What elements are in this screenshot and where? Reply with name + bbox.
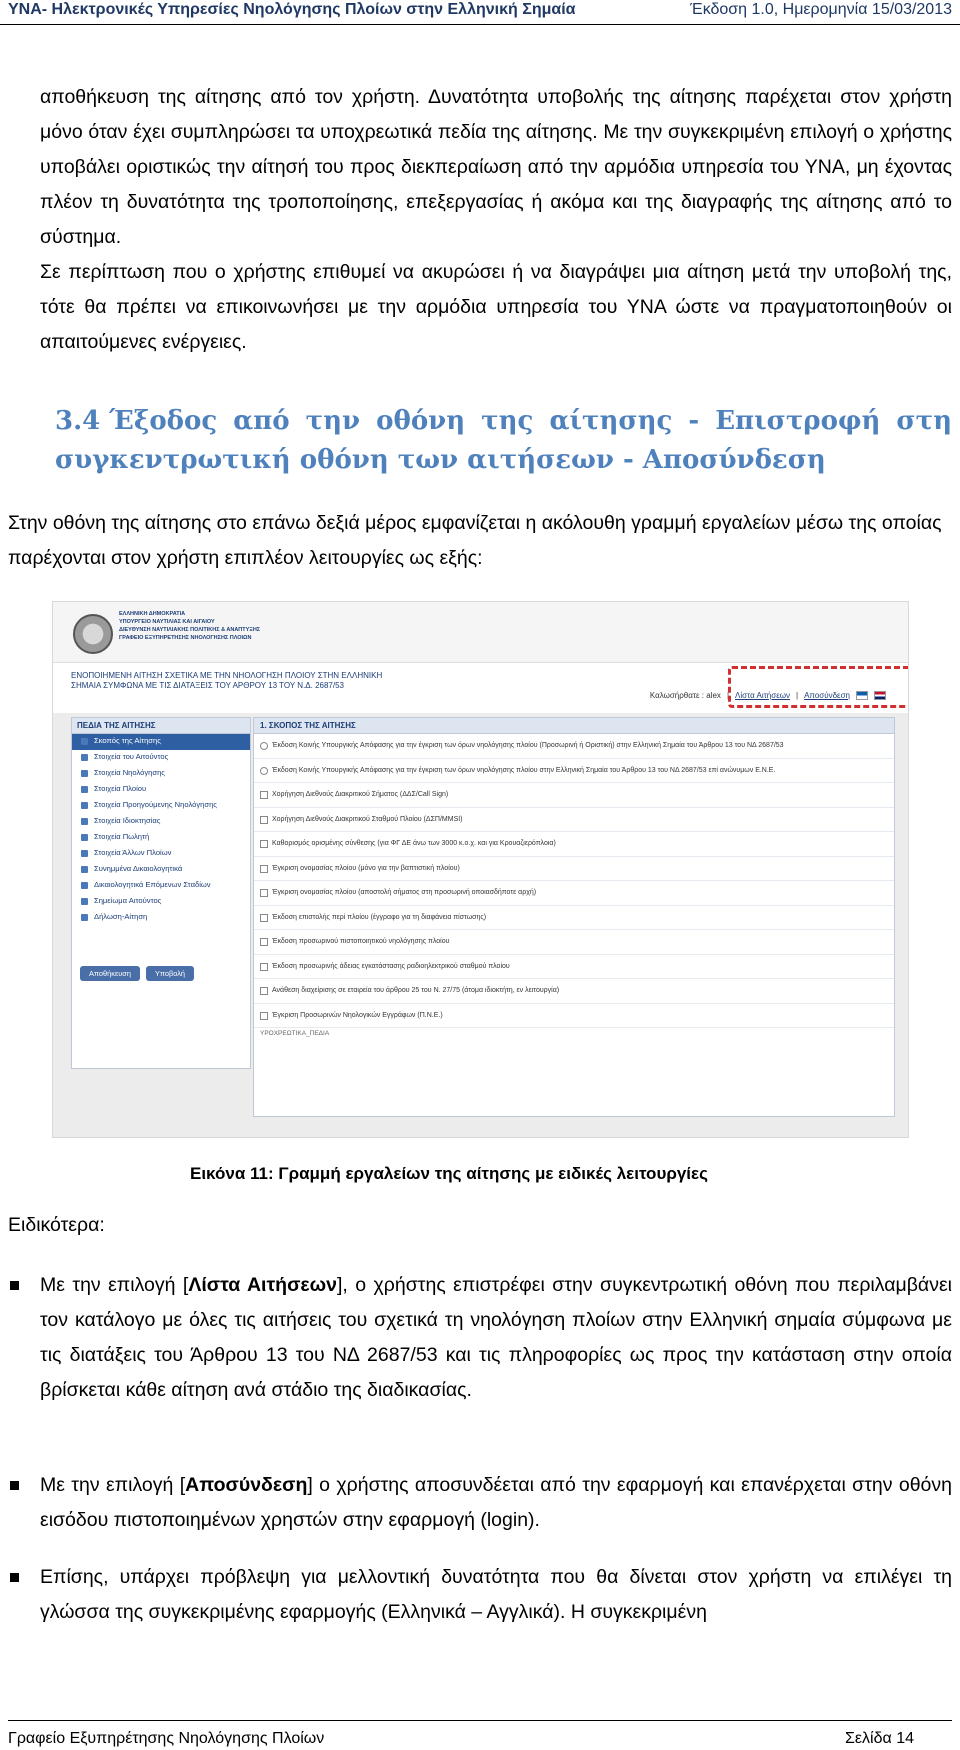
bullet-text: ], ο χρήστης επιστρέφει στην συγκεντρωτική οθόνη που περιλαμβάνει τον κατάλογο με όλες τις αιτήσεις του σχετικά τη νηολόγηση πλοίων στην Ελληνική σημαία σύμφωνα με τις διατάξεις του Άρθρου 13 του ΝΔ 2687/53 και τις πληροφορίες ως προς την κατάσταση στην οποία βρίσκεται κάθε αίτηση ανά στάδιο της διαδικασίας. [40,1274,952,1401]
heading-word: - [688,406,700,436]
purpose-option[interactable]: Έκδοση προσωρινής άδειας εγκατάστασης ραδιοηλεκτρικού σταθμού πλοίου [254,955,894,980]
list-link[interactable]: Λίστα Αιτήσεων [735,691,790,700]
panel-title: 1. ΣΚΟΠΟΣ ΤΗΣ ΑΙΤΗΣΗΣ [254,718,894,734]
heading-word: της [481,406,534,436]
org-lines [119,610,260,642]
page-header [0,0,960,26]
heading-word: αίτησης [549,406,673,436]
purpose-option[interactable]: Έκδοση Κοινής Υπουργικής Απόφασης για την έγκριση των όρων νηολόγησης πλοίου στην Ελληνική Σημαία του Άρθρου 13 του ΝΔ 2687/53 επί ανώνυμων Ε.Ν.Ε. [254,759,894,784]
bullet-item [8,1468,952,1538]
state-seal-icon [73,614,113,654]
heading-word: Επιστροφή [715,406,881,436]
purpose-option[interactable]: Έκδοση προσωρινού πιστοποιητικού νηολόγησης πλοίου [254,930,894,955]
submit-button[interactable]: Υποβολή [146,966,194,981]
bullet-text: ] ο χρήστης αποσυνδέεται από την εφαρμογή και επανέρχεται στην οθόνη εισόδου πιστοποιημένων χρηστών στην εφαρμογή (login). [40,1474,952,1531]
heading-word: από [233,406,290,436]
footer-rule [8,1720,952,1721]
sidebar-item[interactable]: Στοιχεία Πωλητή [72,830,250,846]
heading-word: στη [896,406,952,436]
intro-paragraph-2: Σε περίπτωση που ο χρήστης επιθυμεί να ακυρώσει ή να διαγράψει μια αίτηση μετά την υποβολή της, τότε θα πρέπει να επικοινωνήσει με την αρμόδια υπηρεσία του ΥΝΑ ώστε να πραγματοποιηθούν οι απαιτούμενες ενέργειες. [40,261,952,353]
save-button[interactable]: Αποθήκευση [80,966,140,981]
footer-office: Γραφείο Εξυπηρέτησης Νηολόγησης Πλοίων [8,1730,325,1747]
sidebar-item[interactable]: Δικαιολογητικά Επόμενων Σταδίων [72,878,250,894]
bullet-marker [10,1573,19,1582]
bullet-text: Επίσης, υπάρχει πρόβλεψη για μελλοντική δυνατότητα που θα δίνεται στον χρήστη να επιλέγει τη γλώσσα της συγκεκριμένης εφαρμογής (Ελληνικά – Αγγλικά). Η συγκεκριμένη [40,1566,952,1623]
header-title: ΥΝΑ- Ηλεκτρονικές Υπηρεσίες Νηολόγησης Πλοίων στην Ελληνική Σημαία [8,1,576,18]
figure-caption: Εικόνα 11: Γραμμή εργαλείων της αίτησης με ειδικές λειτουργίες [190,1164,708,1183]
purpose-option[interactable]: Έγκριση Προσωρινών Νηολογικών Εγγράφων (Π.Ν.Ε.) [254,1004,894,1029]
sidebar-title: ΠΕΔΙΑ ΤΗΣ ΑΙΤΗΣΗΣ [72,718,250,734]
intro-text [40,80,952,360]
header-version: Έκδοση 1.0, Ημερομηνία 15/03/2013 [690,1,952,18]
section-heading [55,402,952,480]
form-sections-sidebar [71,717,251,1069]
heading-word: οθόνη [376,406,466,436]
sidebar-item[interactable]: Στοιχεία Νηολόγησης [72,766,250,782]
page-number: Σελίδα 14 [845,1730,914,1747]
app-banner [53,602,908,662]
org-line: ΥΠΟΥΡΓΕΙΟ ΝΑΥΤΙΛΙΑΣ ΚΑΙ ΑΙΓΑΙΟΥ [119,619,215,625]
header-rule [0,24,960,25]
sidebar-item[interactable]: Δήλωση-Αίτηση [72,910,250,926]
sidebar-item[interactable]: Στοιχεία Πλοίου [72,782,250,798]
sidebar-item[interactable]: Σκοπός της Αίτησης [72,734,250,750]
toolbar-highlight [728,666,909,708]
purpose-option[interactable]: Έκδοση επιστολής περί πλοίου (έγγραφο για τη διαφάνεια πίστωσης) [254,906,894,931]
purpose-option[interactable]: Χορήγηση Διεθνούς Διακριτικού Σταθμού Πλοίου (ΔΣΠ/MMSI) [254,808,894,833]
bullet-item [8,1560,952,1630]
logout-link[interactable]: Αποσύνδεση [804,691,850,700]
sidebar-item[interactable]: Στοιχεία του Αιτούντος [72,750,250,766]
section-body: Στην οθόνη της αίτησης στο επάνω δεξιά μέρος εμφανίζεται η ακόλουθη γραμμή εργαλείων μέσω της οποίας παρέχονται στον χρήστη επιπλέον λειτουργίες ως εξής: [8,512,942,569]
section-number: 3.4 [55,406,101,436]
welcome-text: Καλωσήρθατε : alex [649,691,721,700]
app-title: ΕΝΟΠΟΙΗΜΕΝΗ ΑΙΤΗΣΗ ΣΧΕΤΙΚΑ ΜΕ ΤΗΝ ΝΗΟΛΟΓΗΣΗ ΠΛΟΙΟΥ ΣΤΗΝ ΕΛΛΗΝΙΚΗ ΣΗΜΑΙΑ ΣΥΜΦΩΝΑ ΜΕ ΤΙΣ ΔΙΑΤΑΞΕΙΣ ΤΟΥ ΑΡΘΡΟΥ 13 ΤΟΥ Ν.Δ. 2687/53 [71,671,383,690]
page-footer [8,1720,952,1747]
purpose-option[interactable]: Καθορισμός ορισμένης σύνθεσης (για ΦΓ ΔΕ άνω των 3000 κ.ο.χ. και για Κρουαζιερόπλοια) [254,832,894,857]
purpose-option[interactable]: Έκδοση Κοινής Υπουργικής Απόφασης για την έγκριση των όρων νηολόγησης πλοίου (Προσωρινή ή Οριστική) στην Ελληνική Σημαία του Άρθρου 13 του ΝΔ 2687/53 [254,734,894,759]
toolbar: Καλωσήρθατε : alex | Λίστα Αιτήσεων | Αποσύνδεση [650,691,886,700]
sidebar-item[interactable]: Σημείωμα Αιτούντος [72,894,250,910]
intro-paragraph-1: αποθήκευση της αίτησης από τον χρήστη. Δυνατότητα υποβολής της αίτησης παρέχεται στον χρήστη μόνο όταν έχει συμπληρώσει τα υποχρεωτικά πεδία της αίτησης. Με την συγκεκριμένη επιλογή ο χρήστης υποβάλει οριστικώς την αίτησή του προς διεκπεραίωση από την αρμόδια υπηρεσία του ΥΝΑ, μη έχοντας πλέον τη δυνατότητα της τροποποίησης, επεξεργασίας ή ακόμα και της διαγραφής της αίτησης από το σύστημα. [40,86,952,248]
bullet-marker [10,1281,19,1290]
purpose-option[interactable]: Χορήγηση Διεθνούς Διακριτικού Σήματος (ΔΔΣ/Call Sign) [254,783,894,808]
bullet-marker [10,1481,19,1490]
bullet-keyword: Λίστα Αιτήσεων [188,1274,337,1296]
bullet-keyword: Αποσύνδεση [185,1474,308,1496]
more-label: Ειδικότερα: [8,1214,105,1236]
purpose-option[interactable]: Έγκριση ονομασίας πλοίου (αποστολή σήματος στη προσωρινή οποιασδήποτε αρχή) [254,881,894,906]
bullet-item [8,1268,952,1408]
org-line: ΔΙΕΥΘΥΝΣΗ ΝΑΥΤΙΛΙΑΚΗΣ ΠΟΛΙΤΙΚΗΣ & ΑΝΑΠΤΥΞΗΣ [119,627,261,633]
sidebar-item[interactable]: Στοιχεία Άλλων Πλοίων [72,846,250,862]
org-line: ΕΛΛΗΝΙΚΗ ΔΗΜΟΚΡΑΤΙΑ [119,611,186,617]
sidebar-item[interactable]: Συνημμένα Δικαιολογητικά [72,862,250,878]
application-screenshot [52,601,909,1138]
org-line: ΓΡΑΦΕΙΟ ΕΞΥΠΗΡΕΤΗΣΗΣ ΝΗΟΛΟΓΗΣΗΣ ΠΛΟΙΩΝ [119,635,252,641]
purpose-option[interactable]: Ανάθεση διαχείρισης σε εταιρεία του άρθρου 25 του Ν. 27/75 (άτομα ιδιοκτήτη, εν λειτουργία) [254,979,894,1004]
purpose-panel [253,717,895,1117]
bullet-text: Με την επιλογή [ [40,1274,189,1296]
heading-word: την [305,406,361,436]
purpose-option[interactable]: Έγκριση ονομασίας πλοίου (μόνο για την βαπτιστική πλοίου) [254,857,894,882]
bullet-text: Με την επιλογή [ [40,1474,186,1496]
sidebar-item[interactable]: Στοιχεία Ιδιοκτησίας [72,814,250,830]
sidebar-buttons [80,966,194,981]
required-fields-note: ΥΡΟΧΡΕΩΤΙΚΑ_ΠΕΔΙΑ [260,1030,330,1037]
sidebar-item[interactable]: Στοιχεία Προηγούμενης Νηολόγησης [72,798,250,814]
section-heading-line-2: συγκεντρωτική οθόνη των αιτήσεων - Αποσύνδεση [55,445,826,475]
heading-word: Έξοδος [109,406,218,436]
